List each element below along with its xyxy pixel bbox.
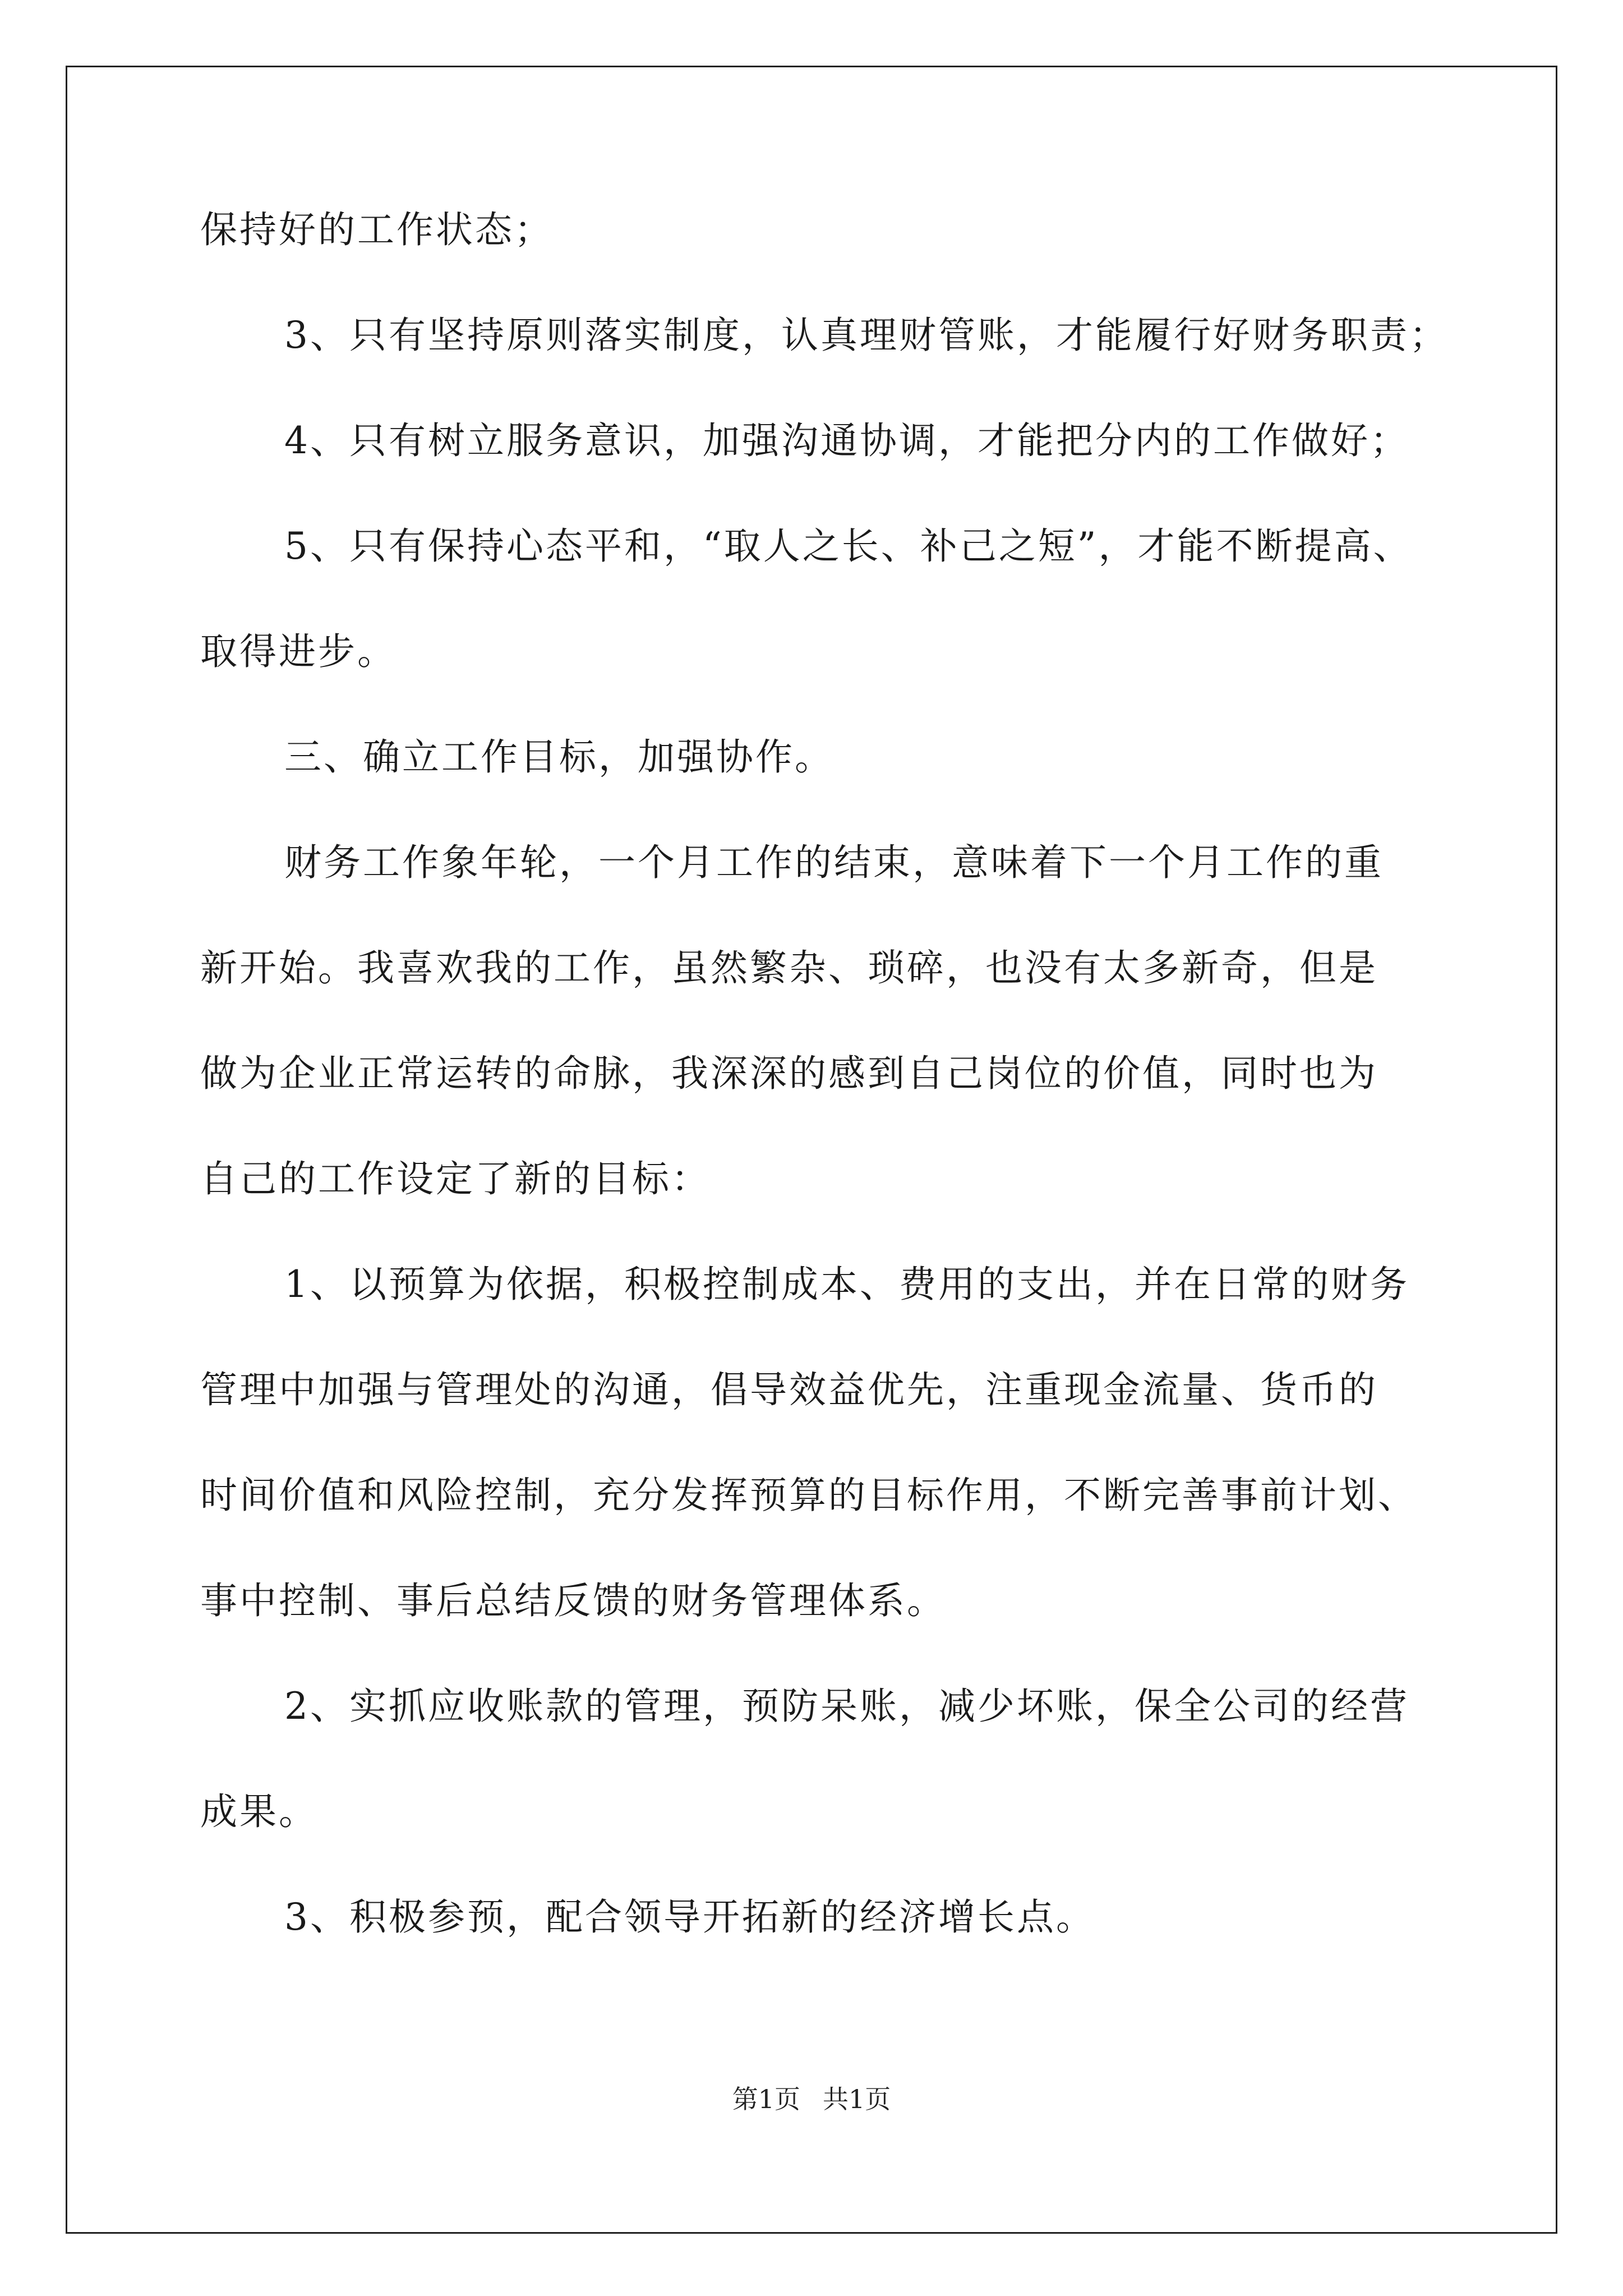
text-line: 事中控制、事后总结反馈的财务管理体系。: [200, 1579, 946, 1622]
page-number: 第1页: [732, 2084, 800, 2114]
text-line: 自己的工作设定了新的目标：: [200, 1157, 711, 1200]
text-line: 1、以预算为依据，积极控制成本、费用的支出，并在日常的财务: [284, 1263, 1409, 1306]
text-line: 新开始。我喜欢我的工作，虽然繁杂、琐碎，也没有太多新奇，但是: [200, 946, 1378, 990]
text-line: 5、只有保持心态平和，“取人之长、补己之短”，才能不断提高、: [284, 524, 1413, 568]
text-line: 2、实抓应收账款的管理，预防呆账，减少坏账，保全公司的经营: [284, 1685, 1409, 1728]
text-line: 管理中加强与管理处的沟通，倡导效益优先，注重现金流量、货币的: [200, 1368, 1378, 1411]
text-line: 做为企业正常运转的命脉，我深深的感到自己岗位的价值，同时也为: [200, 1052, 1378, 1095]
text-line: 3、只有坚持原则落实制度，认真理财管账，才能履行好财务职责；: [284, 314, 1449, 357]
text-line: 时间价值和风险控制，充分发挥预算的目标作用，不断完善事前计划、: [200, 1474, 1417, 1517]
text-line: 取得进步。: [200, 630, 396, 673]
text-line: 4、只有树立服务意识，加强沟通协调，才能把分内的工作做好；: [284, 419, 1409, 462]
section-heading: 三、确立工作目标，加强协作。: [284, 735, 834, 779]
page-total: 共1页: [823, 2084, 891, 2114]
text-line: 保持好的工作状态；: [200, 208, 554, 251]
page-footer: [0, 2082, 1623, 2116]
text-line: 成果。: [200, 1790, 318, 1833]
text-line: 3、积极参预，配合领导开拓新的经济增长点。: [284, 1895, 1095, 1939]
text-line: 财务工作象年轮，一个月工作的结束，意味着下一个月工作的重: [284, 841, 1384, 884]
